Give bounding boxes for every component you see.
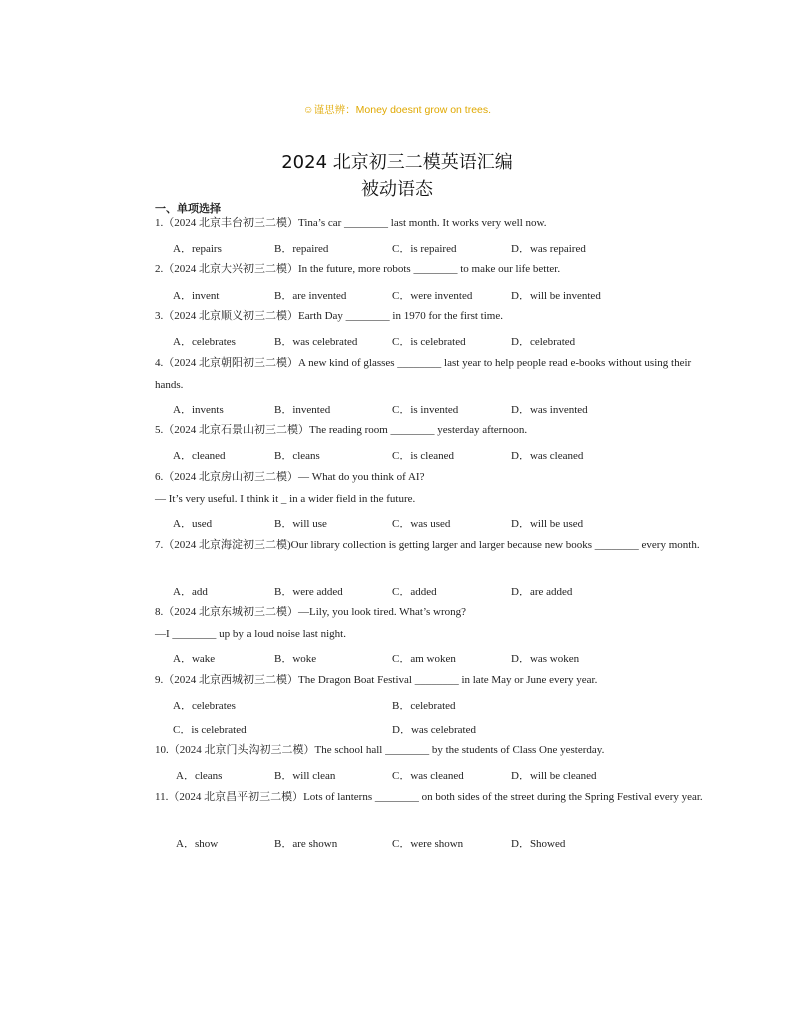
question-8-option-d: D．was woken bbox=[511, 653, 580, 665]
question-10-option-c: C．was cleaned bbox=[392, 770, 464, 782]
question-1-option-d: D．was repaired bbox=[511, 243, 586, 255]
question-2-stem: 2.（2024 北京大兴初三二模）In the future, more robots ________ to make our life better. bbox=[155, 263, 561, 275]
question-1-option-b: B．repaired bbox=[274, 243, 329, 255]
question-8-stem: 8.（2024 北京东城初三二模）—Lily, you look tired. What’s wrong? bbox=[155, 606, 467, 618]
section-heading: 一、单项选择 bbox=[155, 202, 221, 215]
question-8-option-b: B．woke bbox=[274, 653, 317, 665]
question-9-option-c: C．is celebrated bbox=[173, 724, 247, 736]
document-title: 2024 北京初三二模英语汇编 bbox=[281, 152, 513, 173]
question-4-option-a: A．invents bbox=[173, 404, 224, 416]
question-8-option-c: C．am woken bbox=[392, 653, 456, 665]
question-3-option-b: B．was celebrated bbox=[274, 336, 358, 348]
question-3-option-d: D．celebrated bbox=[511, 336, 576, 348]
question-11-option-c: C．were shown bbox=[392, 838, 464, 850]
question-7-option-d: D．are added bbox=[511, 586, 573, 598]
question-1-option-c: C．is repaired bbox=[392, 243, 457, 255]
question-7-option-c: C．added bbox=[392, 586, 437, 598]
question-5-option-d: D．was cleaned bbox=[511, 450, 584, 462]
question-6-reply: — It’s very useful. I think it _ in a wider field in the future. bbox=[155, 493, 416, 505]
question-10-option-d: D．will be cleaned bbox=[511, 770, 597, 782]
question-4-option-c: C．is invented bbox=[392, 404, 459, 416]
question-9-option-b: B．celebrated bbox=[392, 700, 456, 712]
question-7-option-b: B．were added bbox=[274, 586, 343, 598]
question-2-option-d: D．will be invented bbox=[511, 290, 601, 302]
question-3-option-c: C．is celebrated bbox=[392, 336, 466, 348]
question-1-stem: 1.（2024 北京丰台初三二模）Tina’s car ________ last month. It works very well now. bbox=[155, 217, 547, 229]
question-10-option-a: A．cleans bbox=[176, 770, 223, 782]
question-2-option-b: B．are invented bbox=[274, 290, 347, 302]
question-5-option-a: A．cleaned bbox=[173, 450, 226, 462]
question-9-option-a: A．celebrates bbox=[173, 700, 236, 712]
question-5-option-b: B．cleans bbox=[274, 450, 320, 462]
question-6-option-a: A．used bbox=[173, 518, 213, 530]
question-10-option-b: B．will clean bbox=[274, 770, 336, 782]
document-subtitle: 被动语态 bbox=[361, 179, 433, 200]
question-3-option-a: A．celebrates bbox=[173, 336, 236, 348]
question-3-stem: 3.（2024 北京顺义初三二模）Earth Day ________ in 1970 for the first time. bbox=[155, 310, 503, 322]
question-6-stem: 6.（2024 北京房山初三二模）— What do you think of AI? bbox=[155, 471, 425, 483]
question-6-option-d: D．will be used bbox=[511, 518, 584, 530]
question-4-stem: 4.（2024 北京朝阳初三二模）A new kind of glasses ________ last year to help people read e-books without using their hands. bbox=[155, 357, 692, 391]
question-9-stem: 9.（2024 北京西城初三二模）The Dragon Boat Festival ________ in late May or June every year. bbox=[155, 674, 598, 686]
question-4-option-d: D．was invented bbox=[511, 404, 588, 416]
question-7-stem: 7.（2024 北京海淀初三二模)Our library collection is getting larger and larger because new books ________ every month. bbox=[155, 539, 700, 551]
question-1-option-a: A．repairs bbox=[173, 243, 222, 255]
question-5-stem: 5.（2024 北京石景山初三二模）The reading room ________ yesterday afternoon. bbox=[155, 424, 528, 436]
question-11-option-d: D．Showed bbox=[511, 838, 566, 850]
question-11-option-b: B．are shown bbox=[274, 838, 338, 850]
question-10-stem: 10.（2024 北京门头沟初三二模）The school hall ________ by the students of Class One yesterday. bbox=[155, 744, 605, 756]
question-5-option-c: C．is cleaned bbox=[392, 450, 455, 462]
header-slogan: ☺谨思辨：Money doesnt grow on trees. bbox=[302, 104, 492, 116]
question-7-option-a: A．add bbox=[173, 586, 208, 598]
question-2-option-c: C．were invented bbox=[392, 290, 473, 302]
question-8-option-a: A．wake bbox=[173, 653, 216, 665]
question-11-option-a: A．show bbox=[176, 838, 219, 850]
question-8-reply: —I ________ up by a loud noise last night. bbox=[155, 628, 346, 640]
question-11-stem: 11.（2024 北京昌平初三二模）Lots of lanterns ________ on both sides of the street during the Spring Festival every year. bbox=[155, 791, 703, 803]
question-2-option-a: A．invent bbox=[173, 290, 220, 302]
question-6-option-c: C．was used bbox=[392, 518, 451, 530]
question-4-option-b: B．invented bbox=[274, 404, 331, 416]
question-9-option-d: D．was celebrated bbox=[392, 724, 476, 736]
question-6-option-b: B．will use bbox=[274, 518, 327, 530]
